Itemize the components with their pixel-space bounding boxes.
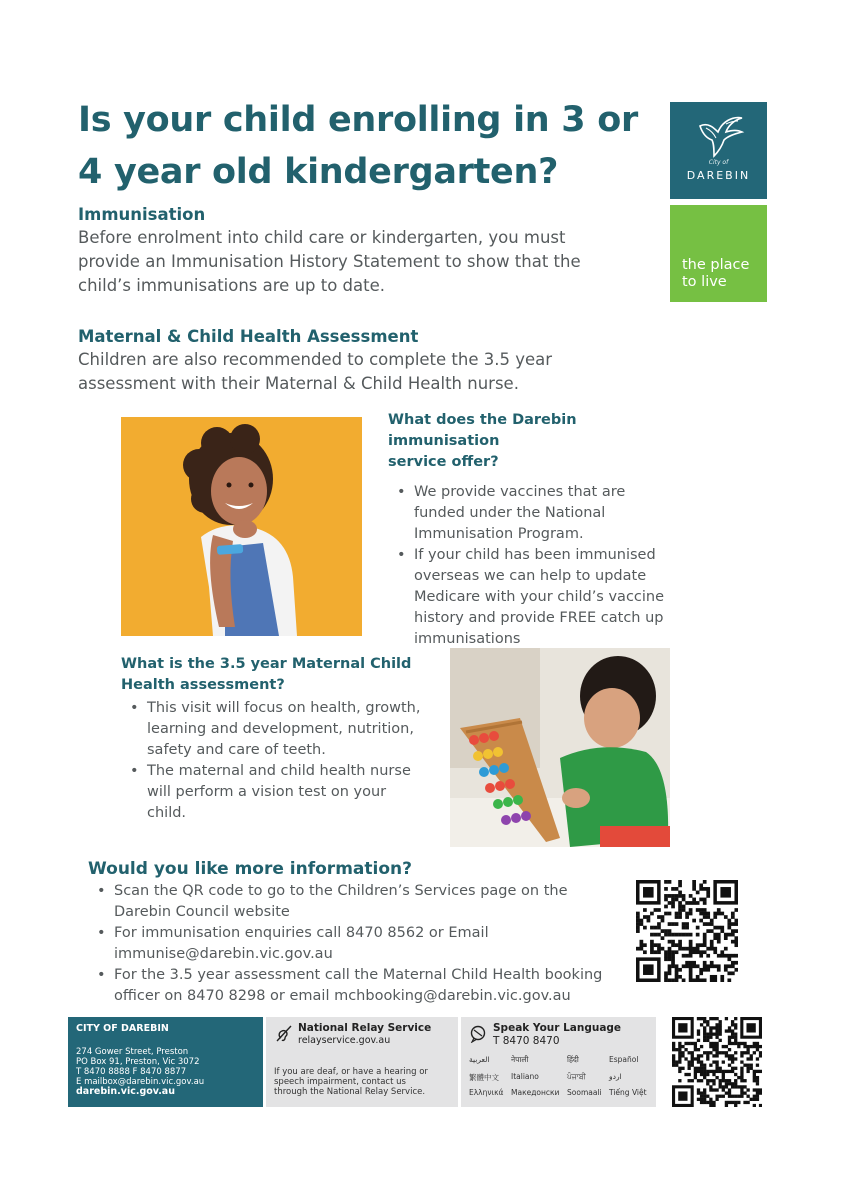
item-line: officer on 8470 8298 or email mchbooking@darebin.vic.gov.au <box>114 988 571 1004</box>
language-option: Македонски <box>511 1088 560 1097</box>
item-line: will perform a vision test on your <box>147 784 387 800</box>
language-option: اردو <box>609 1072 622 1081</box>
item-line: Darebin Council website <box>114 904 290 920</box>
address-line: PO Box 91, Preston, Vic 3072 <box>76 1057 200 1067</box>
footer-relay-service <box>266 1017 458 1107</box>
item-line: • If your child has been immunised <box>414 547 656 563</box>
bird-logo-icon <box>692 112 746 158</box>
relay-title: National Relay Service <box>298 1022 432 1034</box>
language-option: ਪੰਜਾਬੀ <box>567 1072 586 1081</box>
boy-photo <box>450 648 670 847</box>
language-option: हिंदी <box>567 1055 579 1064</box>
relay-website-link[interactable]: relayservice.gov.au <box>298 1035 391 1046</box>
title-line-1: Is your child enrolling in 3 or <box>78 100 638 140</box>
item-line: history and provide FREE catch up <box>414 610 664 626</box>
text-line: assessment with their Maternal & Child Health nurse. <box>78 374 519 393</box>
heading-line: What does the Darebin immunisation <box>388 412 577 449</box>
list-item <box>388 482 688 545</box>
list-item <box>88 923 633 965</box>
heading-line: Health assessment? <box>121 677 285 693</box>
tagline-line-2: to live <box>682 274 727 290</box>
language-option: Soomaali <box>567 1088 602 1097</box>
language-option: 繁體中文 <box>469 1073 499 1082</box>
logo-tagline-block <box>670 205 767 302</box>
heading-line: What is the 3.5 year Maternal Child <box>121 656 412 672</box>
service-offer-list <box>388 482 688 650</box>
item-line: immunise@darebin.vic.gov.au <box>114 946 333 962</box>
item-line: Immunisation Program. <box>414 526 584 542</box>
title-line-2: 4 year old kindergarten? <box>78 152 559 192</box>
language-option: العربية <box>469 1055 490 1064</box>
more-info-section <box>88 858 633 1007</box>
item-line: • Scan the QR code to go to the Children’s Services page on the <box>114 883 568 899</box>
logo-city-of: City of <box>708 159 729 166</box>
phone-line: T 8470 8888 F 8470 8877 <box>76 1067 187 1077</box>
footer-darebin-title: CITY OF DAREBIN <box>76 1023 169 1034</box>
text-line: If you are deaf, or have a hearing or <box>274 1067 428 1077</box>
girl-illustration <box>121 417 362 636</box>
language-option: Italiano <box>511 1072 539 1081</box>
more-info-heading: Would you like more information? <box>88 859 412 879</box>
text-line: Before enrolment into child care or kindergarten, you must <box>78 228 566 247</box>
text-line: speech impairment, contact us <box>274 1077 406 1087</box>
item-line: • The maternal and child health nurse <box>147 763 411 779</box>
hearing-ear-icon <box>274 1023 294 1043</box>
language-option: नेपाली <box>511 1055 529 1064</box>
item-line: child. <box>147 805 187 821</box>
boy-illustration <box>450 648 670 847</box>
assessment-heading <box>121 654 446 696</box>
item-line: • This visit will focus on health, growth, <box>147 700 421 716</box>
address-line: 274 Gower Street, Preston <box>76 1047 189 1057</box>
text-line: Children are also recommended to complete the 3.5 year <box>78 350 553 369</box>
service-offer-heading <box>388 410 688 473</box>
list-item <box>88 965 633 1007</box>
item-line: learning and development, nutrition, <box>147 721 414 737</box>
item-line: • For the 3.5 year assessment call the Maternal Child Health booking <box>114 967 603 983</box>
email-line[interactable]: E mailbox@darebin.vic.gov.au <box>76 1077 205 1087</box>
list-item <box>388 545 688 650</box>
item-line: overseas we can help to update <box>414 568 647 584</box>
list-item <box>88 881 633 923</box>
girl-photo <box>121 417 362 636</box>
assessment-list <box>121 698 446 824</box>
more-info-list <box>88 881 633 1007</box>
item-line: safety and care of teeth. <box>147 742 326 758</box>
footer-darebin-contact <box>68 1017 263 1107</box>
language-title: Speak Your Language <box>493 1022 622 1034</box>
logo-tagline <box>682 257 762 291</box>
language-option: Español <box>609 1055 639 1064</box>
assessment-section <box>121 654 446 824</box>
childrens-services-qr-code-icon[interactable] <box>636 880 738 982</box>
language-option: Ελληνικά <box>469 1088 504 1097</box>
speech-bubble-icon <box>469 1025 487 1043</box>
language-phone: T 8470 8470 <box>493 1035 560 1047</box>
tagline-line-1: the place <box>682 257 750 273</box>
relay-description <box>274 1067 428 1097</box>
list-item <box>121 761 446 824</box>
heading-line: service offer? <box>388 454 499 470</box>
footer-speak-your-language <box>461 1017 656 1107</box>
mch-assessment-section <box>78 326 668 396</box>
item-line: immunisations <box>414 631 521 647</box>
darebin-website-link[interactable]: darebin.vic.gov.au <box>76 1086 175 1097</box>
list-item <box>121 698 446 761</box>
logo-name: DAREBIN <box>686 169 751 182</box>
page-title <box>78 94 648 198</box>
mch-assessment-text <box>78 348 668 396</box>
immunisation-heading: Immunisation <box>78 205 206 224</box>
darebin-logo <box>670 102 767 199</box>
text-line: provide an Immunisation History Statement to show that the <box>78 252 581 271</box>
immunisation-text <box>78 226 668 298</box>
text-line: through the National Relay Service. <box>274 1087 426 1097</box>
text-line: child’s immunisations are up to date. <box>78 276 386 295</box>
mch-assessment-heading: Maternal & Child Health Assessment <box>78 327 419 346</box>
footer-qr-code-icon[interactable] <box>672 1017 762 1107</box>
footer-darebin-address <box>76 1047 204 1097</box>
item-line: funded under the National <box>414 505 606 521</box>
immunisation-section <box>78 204 668 298</box>
item-line: • For immunisation enquiries call 8470 8562 or Email <box>114 925 489 941</box>
language-option: Tiếng Việt <box>609 1088 647 1097</box>
item-line: • We provide vaccines that are <box>414 484 626 500</box>
service-offer-section <box>388 410 688 650</box>
item-line: Medicare with your child’s vaccine <box>414 589 665 605</box>
